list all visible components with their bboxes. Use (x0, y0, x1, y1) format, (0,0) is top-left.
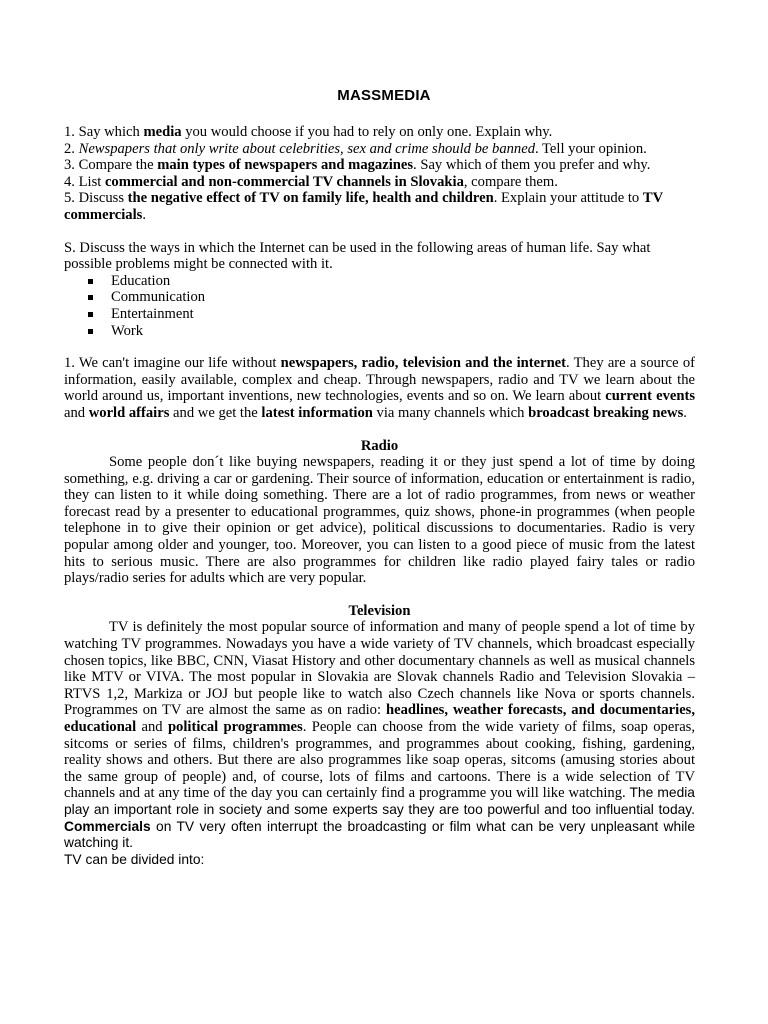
task-3-bold: main types of newspapers and magazines (157, 157, 414, 174)
answer-1-text-b: . They are a source of information, easily available, complex and cheap. Through newspapers, radio and TV we learn about the world around us, important inventions, new technologies, events and so on. We learn about (64, 355, 695, 405)
task-5-text-a: 5. Discuss (64, 190, 128, 207)
list-item (111, 289, 695, 306)
task-2 (64, 141, 695, 158)
task-3-text-a: 3. Compare the (64, 157, 158, 174)
radio-heading: Radio (360, 437, 399, 454)
tv-divided-line: TV can be divided into: (64, 851, 205, 867)
task-4-text-b: , compare them. (463, 173, 558, 190)
television-heading: Television (348, 602, 411, 619)
areas-list (64, 273, 695, 339)
tv-text-e: on TV very often interrupt the broadcasting or film what can be very unpleasant while watching it. (64, 818, 695, 851)
tv-bold-a: headlines, weather forecasts, and documentaries, educational (64, 702, 695, 735)
task-4-text-a: 4. List (64, 173, 105, 190)
task-1-bold: media (143, 124, 182, 140)
answer-1-text-f: . (683, 404, 687, 421)
task-4-bold: commercial and non-commercial TV channels in Slovakia (104, 173, 464, 190)
answer-1 (64, 355, 695, 421)
list-item (111, 306, 695, 323)
bullet-icon (88, 312, 93, 317)
answer-1-bold-c: world affairs (88, 404, 170, 421)
answer-1-text-e: via many channels which (372, 404, 529, 421)
list-item (111, 273, 695, 290)
tv-text-a: TV is definitely the most popular source of information and many of people spend a lot of time by watching TV programmes. Nowadays you have a wide variety of TV channels, which broadcast especially chosen topics, like BBC, CNN, Viasat History and other documentary channels as well as musical channels like MTV or VIVA. The most popular in Slovakia are Slovak channels Radio and Television Slovakia – RTVS 1,2, Markiza or JOJ but people like to watch also Czech channels like Nova or sports channels. Programmes on TV are almost the same as on radio: (64, 619, 695, 719)
list-item (111, 323, 695, 340)
task-1 (64, 124, 695, 141)
task-2-text-b: . Tell your opinion. (535, 140, 647, 157)
tv-bold-b: political programmes (167, 719, 303, 735)
television-paragraph (64, 619, 695, 851)
bullet-icon (88, 329, 93, 334)
answer-1-bold-a: newspapers, radio, television and the internet (280, 355, 567, 372)
list-item-label: Entertainment (111, 305, 194, 322)
tv-text-c: . People can choose from the wide variety of films, soap operas, sitcoms or series of films, children's programmes, and programmes about cooking, fishing, gardening, reality shows and others. But there are also programmes like soap operas, sitcoms (amusing stories about the same group of people) and, of course, lots of films and cartoons. There is a wide selection of TV channels and at any time of the day you can certainly find a programme you will like watching. (64, 719, 695, 802)
tv-text-b: and (136, 719, 168, 735)
list-item-label: Work (111, 322, 144, 339)
bullet-icon (88, 279, 93, 284)
list-item-label: Communication (111, 289, 206, 306)
answer-1-bold-d: latest information (261, 404, 373, 421)
task-5-text-c: . (142, 206, 146, 223)
task-1-text-a: 1. Say which (64, 124, 144, 140)
tv-text-d: The media play an important role in society and some experts say they are too powerful and too influential today. (64, 785, 695, 817)
answer-1-bold-e: broadcast breaking news (528, 404, 684, 421)
page-title: MASSMEDIA (337, 87, 431, 104)
s-task: S. Discuss the ways in which the Internet can be used in the following areas of human life. Say what possible problems might be connected with it. (64, 239, 651, 273)
task-5-text-b: . Explain your attitude to (493, 190, 643, 207)
tv-bold-c: Commercials (64, 818, 151, 834)
task-list (64, 124, 695, 224)
task-1-text-b: you would choose if you had to rely on only one. Explain why. (181, 124, 553, 140)
radio-paragraph: Some people don´t like buying newspapers, reading it or they just spend a lot of time by doing something, e.g. driving a car or gardening. Their source of information, education or entertainment is radio, they can listen to it while doing something. There are a lot of radio programmes, from news or weather forecast read by a presenter to educational programmes, quiz shows, phone-in programmes (when people telephone in to give their opinion or get advice), political discussions to documentaries. Radio is very popular among older and younger, too. Moreover, you can listen to a good piece of music from the latest hits to serious music. There are also programmes for children like radio played fairy tales or radio plays/radio series for adults which are very popular. (64, 454, 695, 587)
answer-1-bold-b: current events (605, 388, 695, 405)
bullet-icon (88, 295, 93, 300)
task-5 (64, 190, 695, 223)
task-2-text-a: 2. (64, 140, 79, 157)
answer-1-text-a: 1. We can't imagine our life without (64, 355, 281, 372)
task-5-bold-a: the negative effect of TV on family life, health and children (127, 190, 494, 207)
document-body (64, 124, 695, 868)
task-2-italic: Newspapers that only write about celebrities, sex and crime should be banned (78, 140, 535, 157)
answer-1-text-d: and we get the (169, 404, 262, 421)
task-4 (64, 174, 695, 191)
answer-1-text-c: and (64, 404, 89, 421)
task-5-bold-b: TV commercials (64, 190, 663, 223)
task-3 (64, 157, 695, 174)
list-item-label: Education (111, 272, 171, 289)
task-3-text-b: . Say which of them you prefer and why. (413, 157, 651, 174)
